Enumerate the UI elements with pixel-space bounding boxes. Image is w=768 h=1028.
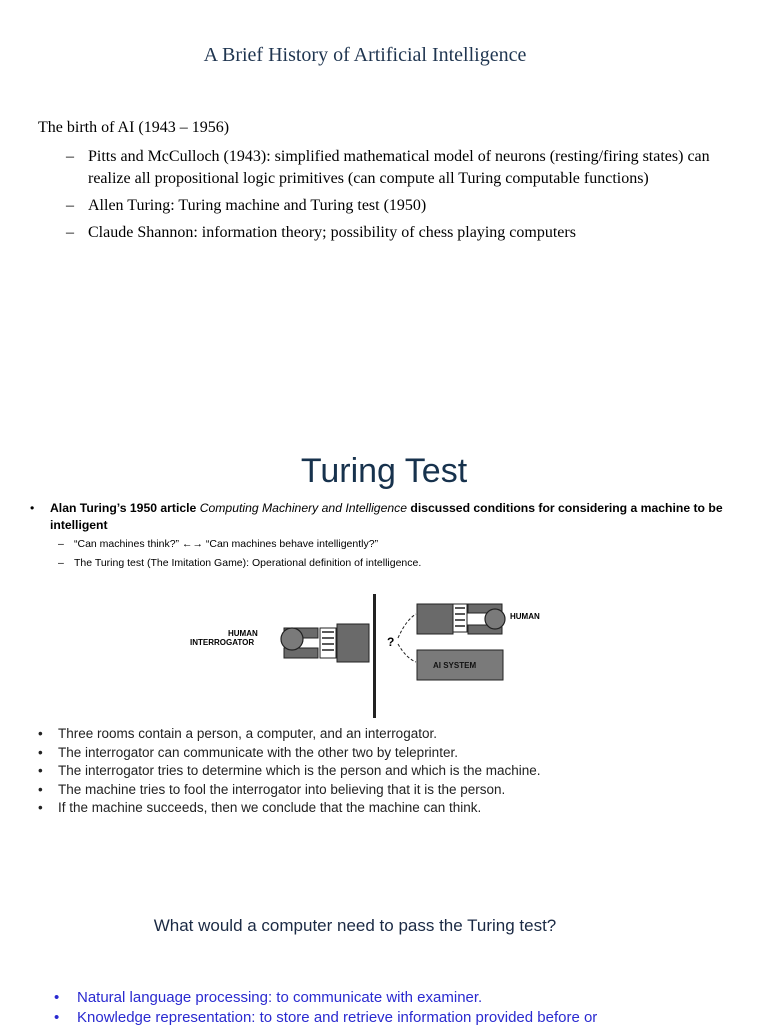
list-item-text: “Can machines think?” ←→ “Can machines behave intelligently?” — [74, 538, 379, 550]
human-figure — [417, 604, 505, 634]
list-item — [38, 744, 718, 763]
connector-to-ai — [398, 644, 416, 662]
dash-bullet: – — [66, 224, 74, 241]
list-item-text: Claude Shannon: information theory; possibility of chess playing computers — [88, 224, 576, 241]
list-item — [38, 781, 718, 800]
list-item — [38, 762, 718, 781]
ai-system-label: AI SYSTEM — [433, 661, 477, 670]
list-item-text: Knowledge representation: to store and retrieve information provided before or — [77, 1009, 598, 1026]
slide3-list — [54, 988, 754, 1028]
slide2-sublist — [58, 535, 738, 573]
connector-to-human — [398, 614, 416, 638]
bullet-dot: • — [38, 726, 43, 741]
bullet-dot: • — [38, 781, 43, 797]
list-item-text: Allen Turing: Turing machine and Turing test (1950) — [88, 197, 427, 214]
list-item-text: The Turing test (The Imitation Game): Operational definition of intelligence. — [74, 557, 422, 569]
slide2-title: Turing Test — [300, 452, 468, 490]
bullet-dot: • — [54, 989, 60, 1006]
list-item-text: The interrogator tries to determine which is the person and which is the machine. — [58, 763, 541, 778]
slide1-title: A Brief History of Artificial Intelligence — [203, 44, 527, 66]
interrogator-figure — [281, 624, 369, 662]
bullet-dot: • — [30, 501, 35, 515]
list-item-text: The machine tries to fool the interrogator into believing that it is the person. — [58, 781, 506, 797]
interrogator-label-line2: INTERROGATOR — [190, 638, 255, 647]
list-item-text: The interrogator can communicate with the other two by teleprinter. — [58, 744, 458, 760]
divider-wall — [373, 594, 376, 718]
dash-bullet: – — [58, 538, 64, 550]
slide1-list — [66, 146, 716, 249]
question-mark: ? — [387, 635, 395, 649]
bullet-dot: • — [38, 800, 43, 815]
list-item — [54, 1008, 754, 1028]
dash-bullet: – — [66, 148, 74, 165]
list-item-text: Pitts and McCulloch (1943): simplified mathematical model of neurons (resting/firing states) can realize all propositional logic primitives (can compute all Turing computable functions) — [88, 148, 710, 187]
list-item — [38, 799, 718, 818]
turing-test-diagram — [180, 592, 560, 720]
list-item — [66, 195, 716, 217]
slide2-bullets — [38, 725, 718, 818]
list-item-text: Natural language processing: to communicate with examiner. — [77, 989, 483, 1006]
list-item-text: Three rooms contain a person, a computer, and an interrogator. — [58, 726, 437, 741]
slide1-heading: The birth of AI (1943 – 1956) — [38, 119, 230, 136]
list-item — [54, 988, 754, 1008]
bullet-dot: • — [38, 763, 43, 778]
intro-text-end: discussed conditions for considering a machine to be intelligent — [50, 501, 723, 532]
dash-bullet: – — [58, 557, 64, 569]
list-item — [38, 725, 718, 744]
slide3-title: What would a computer need to pass the Turing test? — [153, 916, 557, 935]
interrogator-label-line1: HUMAN — [228, 629, 258, 638]
list-item — [66, 146, 716, 190]
list-item — [66, 222, 716, 244]
human-label: HUMAN — [510, 612, 540, 621]
list-item — [58, 554, 738, 573]
dash-bullet: – — [66, 197, 74, 214]
list-item — [58, 535, 738, 554]
bullet-dot: • — [54, 1009, 60, 1026]
list-item-text: If the machine succeeds, then we conclude that the machine can think. — [58, 800, 482, 815]
slide2-intro — [30, 500, 750, 534]
bullet-dot: • — [38, 744, 43, 760]
article-title: Computing Machinery and Intelligence — [199, 501, 408, 515]
intro-text-start: Alan Turing’s 1950 article — [50, 501, 200, 515]
